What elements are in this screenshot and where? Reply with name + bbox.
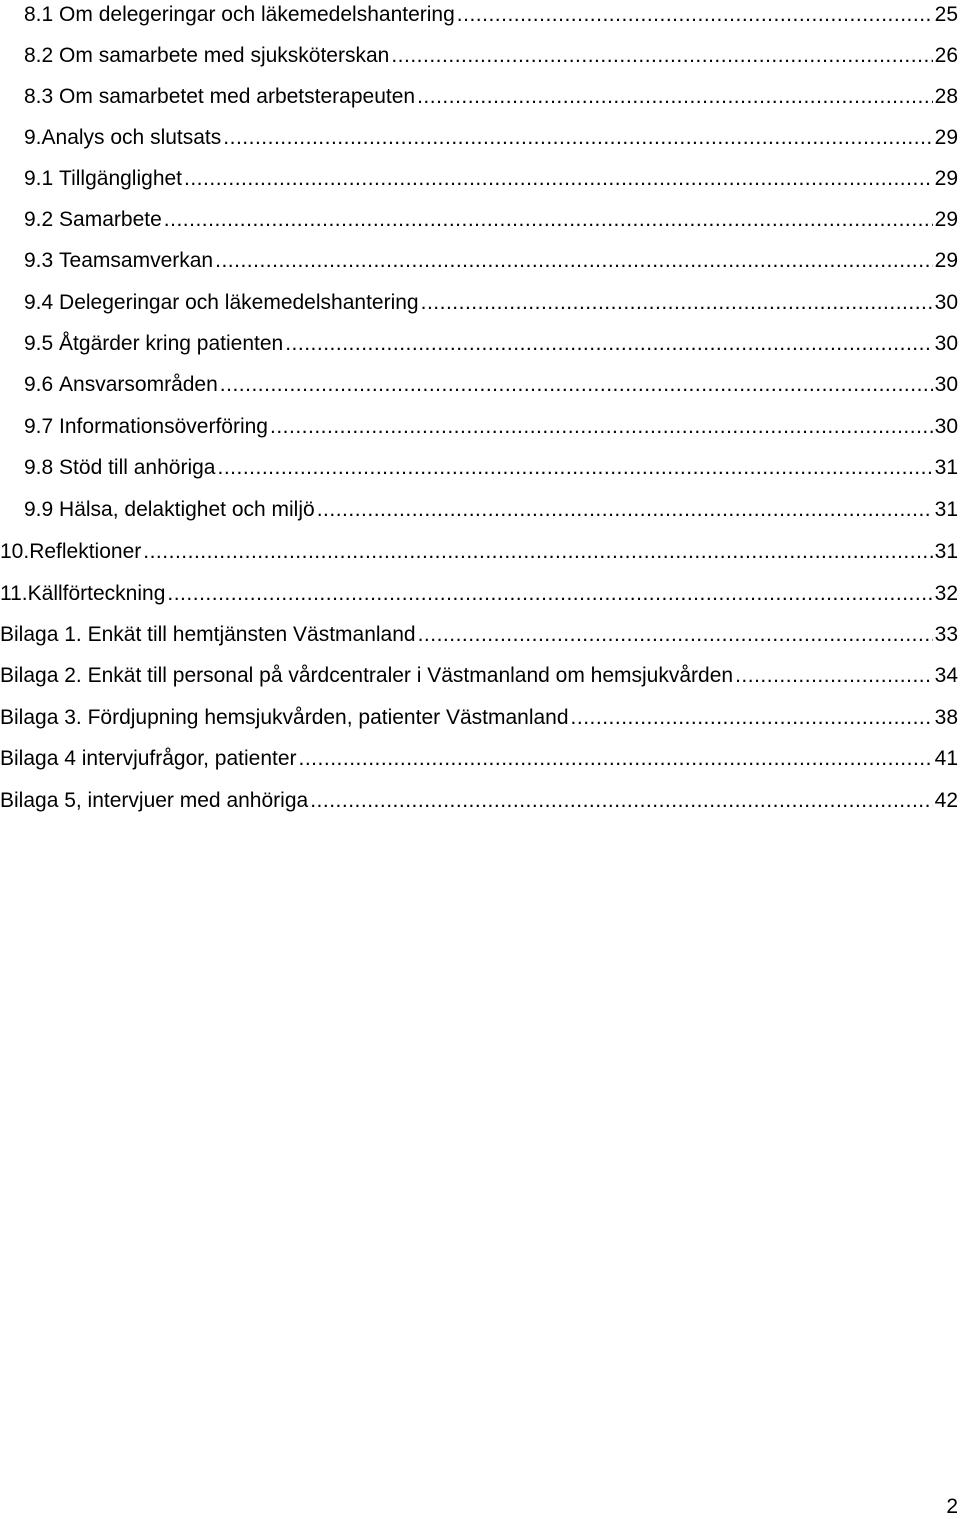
- dot-leader: [457, 0, 933, 30]
- toc-entry-number: Bilaga 1.: [0, 623, 82, 646]
- dot-leader: [217, 453, 932, 483]
- toc-entry-title: Hälsa, delaktighet och miljö: [59, 498, 315, 521]
- toc-entry-page: 34: [934, 664, 958, 687]
- toc-entry-title: Fördjupning hemsjukvården, patienter Västmanland: [87, 706, 569, 729]
- toc-entry-number: 9.6: [24, 373, 54, 396]
- toc-entry[interactable]: [0, 164, 960, 194]
- toc-entry-page: 30: [934, 291, 958, 314]
- toc-entry-number: 9.8: [24, 456, 54, 479]
- toc-entry[interactable]: [0, 370, 960, 400]
- toc-entry-page: 30: [934, 332, 958, 355]
- toc-entry-title: Samarbete: [59, 208, 162, 231]
- toc-entry-title: Enkät till personal på vårdcentraler i Västmanland om hemsjukvården: [87, 664, 734, 687]
- toc-entry-title: Delegeringar och läkemedelshantering: [59, 291, 419, 314]
- dot-leader: [220, 370, 933, 400]
- toc-entry-number: 9.9: [24, 498, 54, 521]
- toc-entry-page: 29: [934, 126, 958, 149]
- toc-entry-number: 9.2: [24, 208, 54, 231]
- toc-entry[interactable]: [0, 246, 960, 276]
- toc-entry[interactable]: [0, 744, 960, 774]
- dot-leader: [421, 288, 933, 318]
- toc-entry[interactable]: [0, 537, 960, 567]
- page-number: 2: [946, 1495, 958, 1518]
- toc-entry[interactable]: [0, 661, 960, 691]
- dot-leader: [285, 329, 932, 359]
- dot-leader: [223, 123, 932, 153]
- toc-entry-number: 11.: [0, 582, 28, 605]
- toc-entry-page: 33: [934, 623, 958, 646]
- toc-entry-page: 31: [934, 498, 958, 521]
- toc-entry-page: 28: [934, 85, 958, 108]
- dot-leader: [391, 41, 932, 71]
- toc-entry[interactable]: [0, 123, 960, 153]
- toc-entry-page: 29: [934, 208, 958, 231]
- toc-entry-title: Om delegeringar och läkemedelshantering: [59, 3, 455, 26]
- dot-leader: [167, 579, 932, 609]
- toc-entry[interactable]: [0, 329, 960, 359]
- dot-leader: [735, 661, 933, 691]
- toc-entry-number: Bilaga 3.: [0, 706, 82, 729]
- dot-leader: [418, 620, 933, 650]
- dot-leader: [571, 703, 933, 733]
- toc-entry-number: 10.: [0, 540, 30, 563]
- toc-entry[interactable]: [0, 495, 960, 525]
- toc-entry[interactable]: [0, 453, 960, 483]
- toc-entry-title: Om samarbete med sjuksköterskan: [59, 44, 390, 67]
- toc-entry-page: 32: [934, 582, 958, 605]
- toc-entry-page: 41: [934, 747, 958, 770]
- toc-entry-page: 38: [934, 706, 958, 729]
- toc-entry-title: Bilaga 4 intervjufrågor, patienter: [0, 747, 297, 770]
- toc-entry-title: Bilaga 5, intervjuer med anhöriga: [0, 789, 309, 812]
- toc-entry-page: 29: [934, 249, 958, 272]
- toc-entry-number: 8.3: [24, 85, 54, 108]
- dot-leader: [299, 744, 933, 774]
- toc-entry[interactable]: [0, 579, 960, 609]
- toc-entry-title: Analys och slutsats: [41, 126, 222, 149]
- toc-entry-title: Informationsöverföring: [59, 415, 268, 438]
- toc-entry-page: 31: [934, 540, 958, 563]
- toc-entry[interactable]: [0, 82, 960, 112]
- toc-entry-title: Ansvarsområden: [59, 373, 218, 396]
- toc-entry[interactable]: [0, 205, 960, 235]
- toc-entry-page: 30: [934, 373, 958, 396]
- dot-leader: [164, 205, 933, 235]
- toc-entry-number: 9.7: [24, 415, 54, 438]
- toc-entry-title: Källförteckning: [27, 582, 166, 605]
- toc-entry[interactable]: [0, 620, 960, 650]
- toc-entry[interactable]: [0, 412, 960, 442]
- dot-leader: [184, 164, 933, 194]
- dot-leader: [215, 246, 933, 276]
- toc-entry-number: 9.4: [24, 291, 54, 314]
- toc-entry-page: 42: [934, 789, 958, 812]
- toc-entry-title: Enkät till hemtjänsten Västmanland: [87, 623, 416, 646]
- toc-entry[interactable]: [0, 0, 960, 30]
- toc-entry-title: Teamsamverkan: [59, 249, 214, 272]
- toc-entry-title: Åtgärder kring patienten: [59, 332, 284, 355]
- toc-entry-number: Bilaga 2.: [0, 664, 82, 687]
- toc-entry-page: 31: [934, 456, 958, 479]
- toc-entry-number: 8.2: [24, 44, 54, 67]
- toc-entry-title: Reflektioner: [29, 540, 142, 563]
- toc-entry-page: 26: [934, 44, 958, 67]
- toc-entry-title: Tillgänglighet: [59, 167, 183, 190]
- toc-entry-page: 29: [934, 167, 958, 190]
- toc-entry-title: Stöd till anhöriga: [59, 456, 216, 479]
- toc-entry-page: 30: [934, 415, 958, 438]
- toc-entry-number: 9.: [24, 126, 42, 149]
- dot-leader: [143, 537, 932, 567]
- toc-entry-number: 9.1: [24, 167, 54, 190]
- dot-leader: [310, 786, 932, 816]
- toc-entry-number: 8.1: [24, 3, 54, 26]
- toc-entry-page: 25: [934, 3, 958, 26]
- toc-entry-number: 9.3: [24, 249, 54, 272]
- toc-entry-number: 9.5: [24, 332, 54, 355]
- dot-leader: [270, 412, 933, 442]
- toc-entry-title: Om samarbetet med arbetsterapeuten: [59, 85, 416, 108]
- dot-leader: [417, 82, 933, 112]
- dot-leader: [317, 495, 933, 525]
- toc-entry[interactable]: [0, 703, 960, 733]
- toc-entry[interactable]: [0, 41, 960, 71]
- toc-entry[interactable]: [0, 786, 960, 816]
- toc-entry[interactable]: [0, 288, 960, 318]
